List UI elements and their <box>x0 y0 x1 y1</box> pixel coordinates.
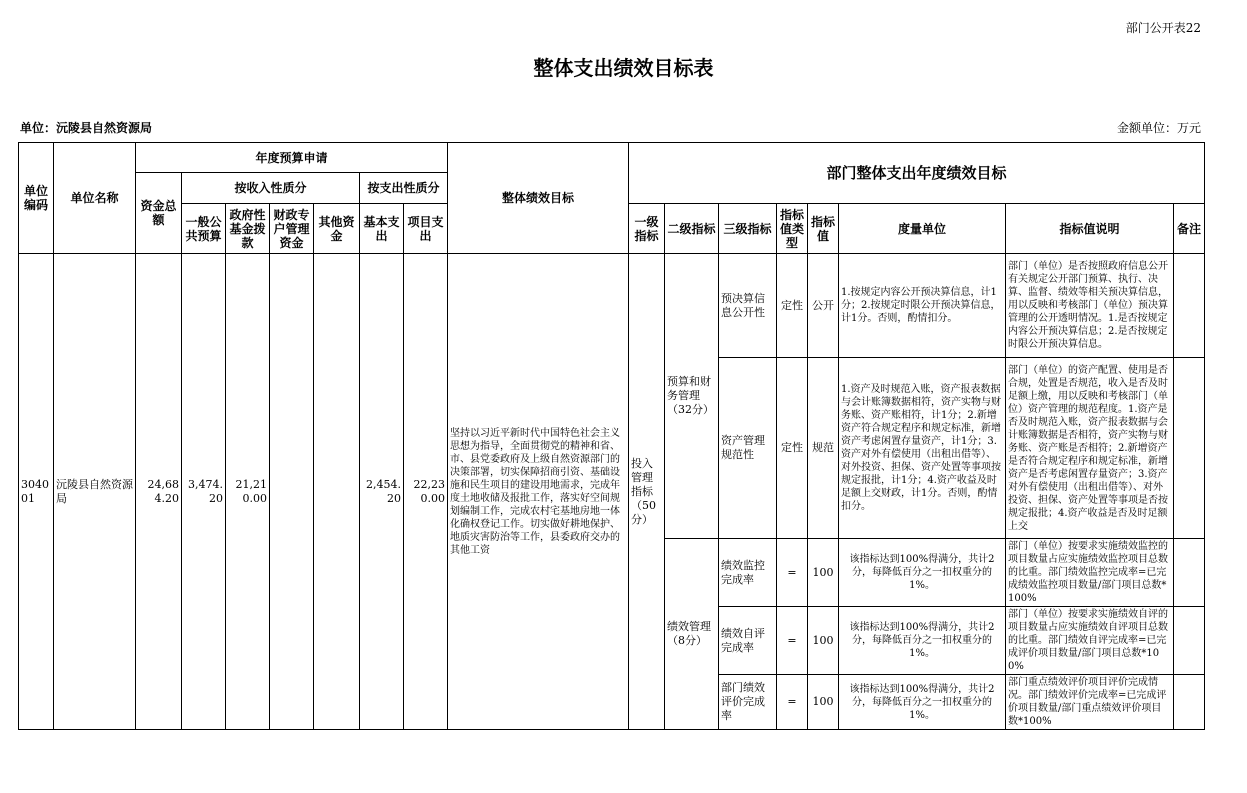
gov-fund-cell: 21,210.00 <box>226 254 270 730</box>
explain-cell: 部门（单位）是否按照政府信息公开有关规定公开部门预算、执行、决算、监督、绩效等相关预决算信息，用以反映和考核部门（单位）预决算管理的公开透明情况。1.是否按规定内容公开预决算信息；2.是否按规定时限公开预决算信息。 <box>1006 254 1174 358</box>
level3-cell: 绩效监控完成率 <box>719 539 777 607</box>
header-project-expense: 项目支出 <box>404 204 448 254</box>
value-cell: 100 <box>808 607 839 675</box>
remark-cell <box>1174 358 1205 539</box>
remark-cell <box>1174 254 1205 358</box>
header-value: 指标值 <box>808 204 839 254</box>
header-gov-fund: 政府性基金拨款 <box>226 204 270 254</box>
header-remark: 备注 <box>1174 204 1205 254</box>
header-total-funds: 资金总额 <box>136 173 182 254</box>
measure-cell: 该指标达到100%得满分，共计2分，每降低百分之一扣权重分的1%。 <box>839 607 1006 675</box>
value-cell: 100 <box>808 675 839 730</box>
type-cell: 定性 <box>777 254 808 358</box>
header-basic-expense: 基本支出 <box>360 204 404 254</box>
header-level3: 三级指标 <box>719 204 777 254</box>
header-by-income: 按收入性质分 <box>182 173 360 204</box>
measure-cell: 1.按规定内容公开预决算信息，计1分；2.按规定时限公开预决算信息，计1分。否则，酌情扣分。 <box>839 254 1006 358</box>
header-general-budget: 一般公共预算 <box>182 204 226 254</box>
type-cell: 定性 <box>777 358 808 539</box>
level2-cell: 预算和财务管理（32分） <box>665 254 719 539</box>
other-funds-cell <box>314 254 360 730</box>
header-dept-goal: 部门整体支出年度绩效目标 <box>629 143 1205 204</box>
performance-table <box>18 142 1205 730</box>
value-cell: 规范 <box>808 358 839 539</box>
measure-cell: 该指标达到100%得满分，共计2分，每降低百分之一扣权重分的1%。 <box>839 539 1006 607</box>
page-title: 整体支出绩效目标表 <box>533 56 714 80</box>
type-cell: = <box>777 539 808 607</box>
unit-code-cell: 304001 <box>19 254 54 730</box>
amount-unit: 金额单位：万元 <box>1116 121 1201 135</box>
header-level2: 二级指标 <box>665 204 719 254</box>
level3-cell: 绩效自评完成率 <box>719 607 777 675</box>
unit-label: 单位：沅陵县自然资源局 <box>20 121 153 135</box>
header-by-expense: 按支出性质分 <box>360 173 448 204</box>
header-measure: 度量单位 <box>839 204 1006 254</box>
remark-cell <box>1174 539 1205 607</box>
overall-goal-cell: 坚持以习近平新时代中国特色社会主义思想为指导，全面贯彻党的精神和省、市、县党委政府及上级自然资源部门的决策部署，切实保障招商引资、基础设施和民生项目的建设用地需求，完成年度土地收储及报批工作，落实好空间规划编制工作，完成农村宅基地房地一体化确权登记工作。切实做好耕地保护、地质灾害防治等工作，县委政府交办的其他工资 <box>448 254 629 730</box>
type-cell: = <box>777 675 808 730</box>
header-overall-goal: 整体绩效目标 <box>448 143 629 254</box>
explain-cell: 部门（单位）按要求实施绩效自评的项目数量占应实施绩效自评项目总数的比重。部门绩效自评完成率=已完成评价项目数量/部门项目总数*100% <box>1006 607 1174 675</box>
value-cell: 公开 <box>808 254 839 358</box>
header-level1: 一级指标 <box>629 204 665 254</box>
explain-cell: 部门（单位）的资产配置、使用是否合规，处置是否规范，收入是否及时足额上缴，用以反映和考核部门（单位）资产管理的规范程度。1.资产是否及时规范入账，资产报表数据与会计账簿数据是否相符，资产实物与财务账、资产账是否相符；2.新增资产是否符合规定程序和规定标准，新增资产是否考虑闲置存量资产；3.资产对外有偿使用（出租出借等）、对外投资、担保、资产处置等事项是否按规定报批；4.资产收益是否及时足额上交 <box>1006 358 1174 539</box>
header-value-type: 指标值类型 <box>777 204 808 254</box>
level3-cell: 预决算信息公开性 <box>719 254 777 358</box>
project-expense-cell: 22,230.00 <box>404 254 448 730</box>
header-budget-apply: 年度预算申请 <box>136 143 448 173</box>
measure-cell: 该指标达到100%得满分，共计2分，每降低百分之一扣权重分的1%。 <box>839 675 1006 730</box>
header-special-account: 财政专户管理资金 <box>270 204 314 254</box>
explain-cell: 部门重点绩效评价项目评价完成情况。部门绩效评价完成率=已完成评价项目数量/部门重点绩效评价项目数*100% <box>1006 675 1174 730</box>
type-cell: = <box>777 607 808 675</box>
basic-expense-cell: 2,454.20 <box>360 254 404 730</box>
level2-cell: 绩效管理（8分） <box>665 539 719 730</box>
remark-cell <box>1174 607 1205 675</box>
unit-name-cell: 沅陵县自然资源局 <box>54 254 136 730</box>
remark-cell <box>1174 675 1205 730</box>
level3-cell: 部门绩效评价完成率 <box>719 675 777 730</box>
header-other-funds: 其他资金 <box>314 204 360 254</box>
header-unit-name: 单位名称 <box>54 143 136 254</box>
level3-cell: 资产管理规范性 <box>719 358 777 539</box>
measure-cell: 1.资产及时规范入账，资产报表数据与会计账簿数据相符，资产实物与财务账、资产账相符，计1分；2.新增资产符合规定程序和规定标准，新增资产考虑闲置存量资产，计1分；3.资产对外有偿使用（出租出借等）、对外投资、担保、资产处置等事项按规定报批，计1分；4.资产收益及时足额上交财政，计1分。否则，酌情扣分。 <box>839 358 1006 539</box>
special-account-cell <box>270 254 314 730</box>
table-row <box>19 254 1205 358</box>
doc-code: 部门公开表22 <box>1125 21 1201 35</box>
explain-cell: 部门（单位）按要求实施绩效监控的项目数量占应实施绩效监控项目总数的比重。部门绩效监控完成率=已完成绩效监控项目数量/部门项目总数*100% <box>1006 539 1174 607</box>
level1-cell: 投入管理指标（50分） <box>629 254 665 730</box>
value-cell: 100 <box>808 539 839 607</box>
general-budget-cell: 3,474.20 <box>182 254 226 730</box>
total-funds-cell: 24,684.20 <box>136 254 182 730</box>
header-explain: 指标值说明 <box>1006 204 1174 254</box>
header-unit-code: 单位编码 <box>19 143 54 254</box>
